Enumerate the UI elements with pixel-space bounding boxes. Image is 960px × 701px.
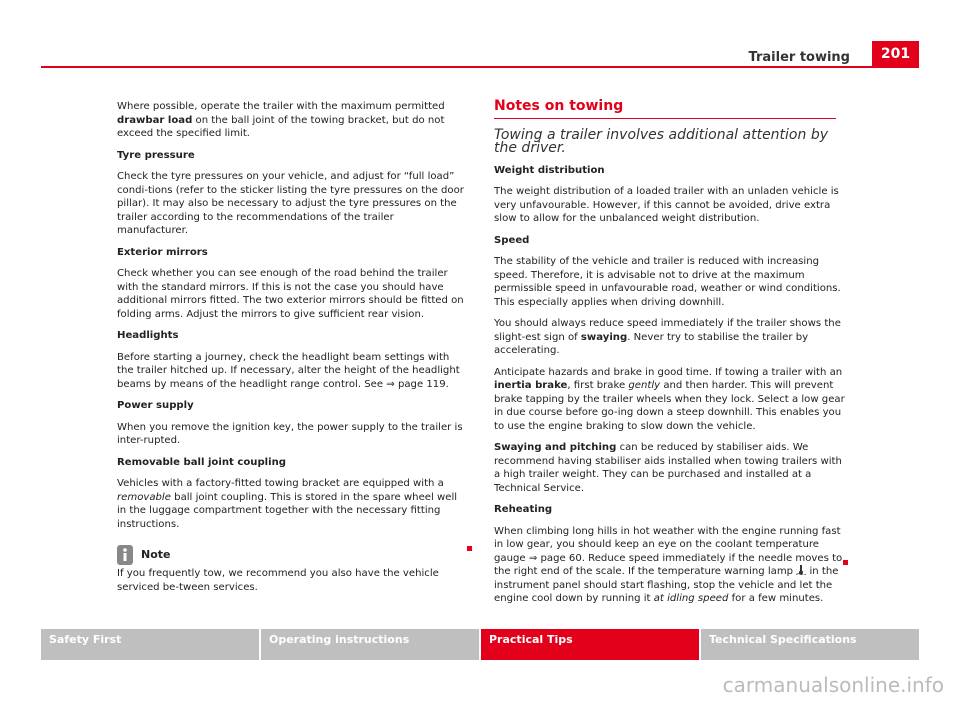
end-marker xyxy=(467,546,472,551)
page-header-title: Trailer towing xyxy=(748,50,850,65)
section-title: Notes on towing xyxy=(494,100,836,119)
note-header xyxy=(117,545,467,565)
sway-paragraph: You should always reduce speed immediately if the trailer shows the slight-est sign of swaying. Never try to stabilise the trailer by accelerating. xyxy=(494,318,841,356)
tyre-paragraph: Check the tyre pressures on your vehicle, and adjust for “full load” condi-tions (refer to the sticker listing the tyre pressures on the door pillar). It may also be necessary to adjust the tyre pressures on the trailer according to the recommendations of the trailer manufacturer. xyxy=(117,171,464,236)
speed-paragraph: The stability of the vehicle and trailer is reduced with increasing speed. Therefore, it is advisable not to drive at the maximum permissible speed in unfavourable road, weather or wind conditions. This especially applies when driving downhill. xyxy=(494,256,841,308)
watermark: carmanualsonline.info xyxy=(722,673,944,697)
coolant-temperature-icon xyxy=(796,565,806,575)
reheating-heading: Reheating xyxy=(494,504,553,515)
power-paragraph: When you remove the ignition key, the power supply to the trailer is inter-rupted. xyxy=(117,421,463,446)
header-divider xyxy=(41,66,919,68)
mirrors-paragraph: Check whether you can see enough of the road behind the trailer with the standard mirrors. If this is not the case you should have additional mirrors fitted. The two exterior mirrors should be fitted on folding arms. Adjust the mirrors to give sufficient rear vision. xyxy=(117,268,464,320)
mirrors-heading: Exterior mirrors xyxy=(117,246,208,258)
end-marker xyxy=(843,560,848,565)
anticipate-paragraph: Anticipate hazards and brake in good time. If towing a trailer with an inertia brake, first brake gently and then harder. This will prevent brake tapping by the trailer wheels when they lock. Select a low gear in due course before go-ing down a steep downhill. This enables you to use the engine braking to slow down the vehicle. xyxy=(494,366,845,432)
coupling-heading: Removable ball joint coupling xyxy=(117,456,287,468)
footer-tab-practical-tips[interactable]: Practical Tips xyxy=(481,629,699,660)
headlights-heading: Headlights xyxy=(117,330,179,341)
page-number: 201 xyxy=(872,41,919,66)
weight-heading: Weight distribution xyxy=(494,164,605,176)
note-paragraph: If you frequently tow, we recommend you also have the vehicle serviced be-tween services. xyxy=(117,568,439,593)
weight-paragraph: The weight distribution of a loaded trailer with an unladen vehicle is very unfavourable. However, if this cannot be avoided, drive extra slow to allow for the unbalanced weight distribution. xyxy=(494,186,839,224)
footer-tab-operating-instructions[interactable]: Operating instructions xyxy=(261,629,479,660)
footer-tab-safety-first[interactable]: Safety First xyxy=(41,629,259,660)
tyre-heading: Tyre pressure xyxy=(117,149,195,161)
note-label: Note xyxy=(141,548,171,562)
power-heading: Power supply xyxy=(117,400,194,411)
coupling-paragraph: Vehicles with a factory-fitted towing bracket are equipped with a removable ball joint coupling. This is stored in the spare wheel well in the luggage compartment together with the necessary fitting instructions. xyxy=(117,478,458,530)
footer-nav xyxy=(41,629,919,660)
footer-tab-technical-specifications[interactable]: Technical Specifications xyxy=(701,629,919,660)
section-lead: Towing a trailer involves additional attention by the driver. xyxy=(494,126,828,156)
left-column xyxy=(117,100,467,602)
headlights-paragraph: Before starting a journey, check the headlight beam settings with the trailer hitched up. If necessary, alter the height of the headlight beams by means of the headlight range control. See ⇒ page 119. xyxy=(117,351,460,390)
right-column xyxy=(494,100,850,614)
intro-paragraph: Where possible, operate the trailer with the maximum permitted drawbar load on the ball joint of the towing bracket, but do not exceed the specified limit. xyxy=(117,101,445,139)
stabiliser-paragraph: Swaying and pitching can be reduced by stabiliser aids. We recommend having stabiliser aids installed when towing trailers with a high trailer weight. They can be purchased and installed at a Technical Service. xyxy=(494,442,842,494)
speed-heading: Speed xyxy=(494,234,530,246)
info-icon xyxy=(117,545,133,565)
reheating-paragraph: When climbing long hills in hot weather with the engine running fast in low gear, you should keep an eye on the coolant temperature gauge ⇒ page 60. Reduce speed immediately if the needle moves to the right end of the scale. If the temperature warning lamp in the instrument panel should start flashing, stop the vehicle and let the engine cool down by running it at idling speed for a few minutes. xyxy=(494,525,843,604)
